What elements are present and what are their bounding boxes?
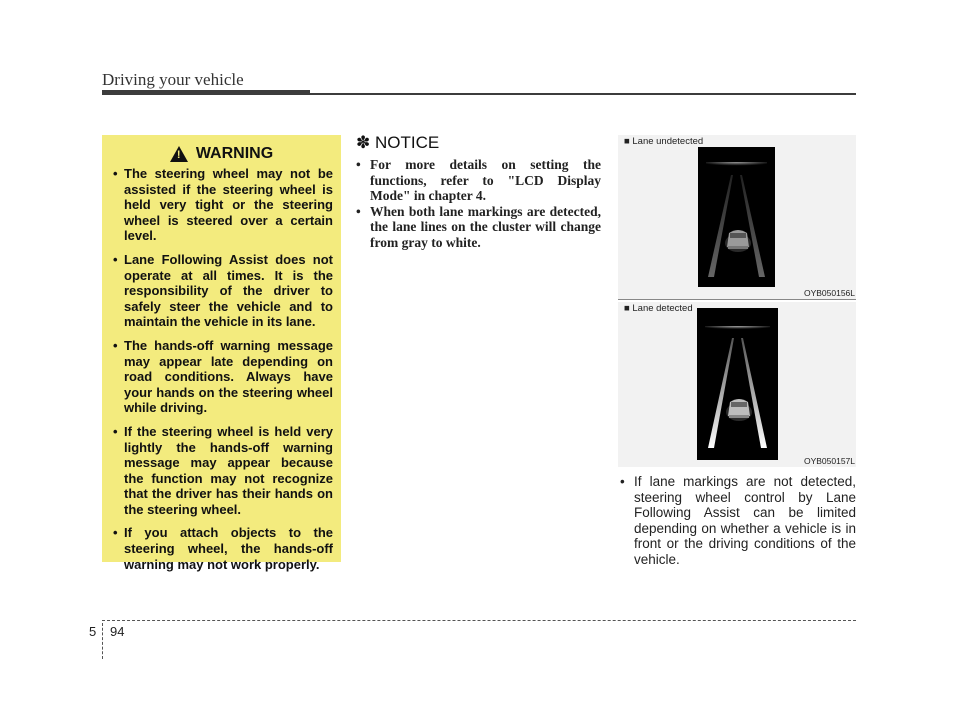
figure-caption: ■ Lane detected [624, 303, 693, 314]
bullet-icon: • [620, 474, 625, 489]
bullet-icon: • [113, 337, 118, 353]
figure-code: OYB050157L [803, 456, 855, 466]
body-paragraph: • If lane markings are not detected, steering wheel control by Lane Following Assist can be limited depending on whether a vehicle is in front or the driving conditions of the vehicle. [620, 474, 856, 567]
figure-code: OYB050156L [803, 288, 855, 298]
warning-list [110, 166, 333, 572]
figure-caption: ■ Lane undetected [624, 136, 704, 147]
bullet-icon: • [356, 157, 361, 172]
warning-item: • The steering wheel may not be assisted if the steering wheel is held very tight or the steering wheel is steered over a certain level. [113, 166, 333, 244]
bullet-icon: • [113, 251, 118, 267]
warning-item: • Lane Following Assist does not operate at all times. It is the responsibility of the driver to safely steer the vehicle and to maintain the vehicle in its lane. [113, 251, 333, 330]
warning-header [110, 145, 333, 163]
chapter-number: 5 [89, 624, 97, 639]
body-text [620, 474, 856, 568]
warning-item: • If the steering wheel is held very lightly the hands-off warning message may appear because the function may not recognize that the driver has their hands on the steering wheel. [113, 423, 333, 517]
bullet-icon: • [113, 166, 118, 181]
bullet-icon: • [113, 423, 118, 439]
page-header-title: Driving your vehicle [102, 70, 244, 89]
warning-box [102, 135, 341, 572]
header-rule-thin [310, 93, 856, 95]
notice-title: ✽ NOTICE [356, 133, 440, 152]
footer-divider [102, 623, 103, 659]
header-rule-thick [102, 90, 310, 95]
page-number: 94 [110, 624, 125, 639]
bullet-icon: • [113, 525, 118, 541]
notice-list [356, 157, 601, 251]
bullet-icon: • [356, 203, 361, 219]
warning-title: WARNING [195, 145, 274, 162]
figure-divider [618, 299, 856, 300]
notice-item: • For more details on setting the functions, refer to "LCD Display Mode" in chapter 4. [356, 157, 601, 204]
figure-lane-undetected [618, 135, 856, 299]
cluster-display-image [697, 308, 778, 460]
figure-lane-detected [618, 302, 856, 467]
warning-item: • If you attach objects to the steering wheel, the hands-off warning may not work properly. [113, 525, 333, 572]
footer-rule [102, 620, 856, 621]
notice-section [356, 133, 601, 251]
notice-item: • When both lane markings are detected, the lane lines on the cluster will change from gray to white. [356, 203, 601, 250]
cluster-display-image [698, 147, 775, 287]
warning-item: • The hands-off warning message may appear late depending on road conditions. Always have your hands on the steering wheel while driving. [113, 337, 333, 416]
warning-triangle-icon: ! [170, 146, 188, 162]
